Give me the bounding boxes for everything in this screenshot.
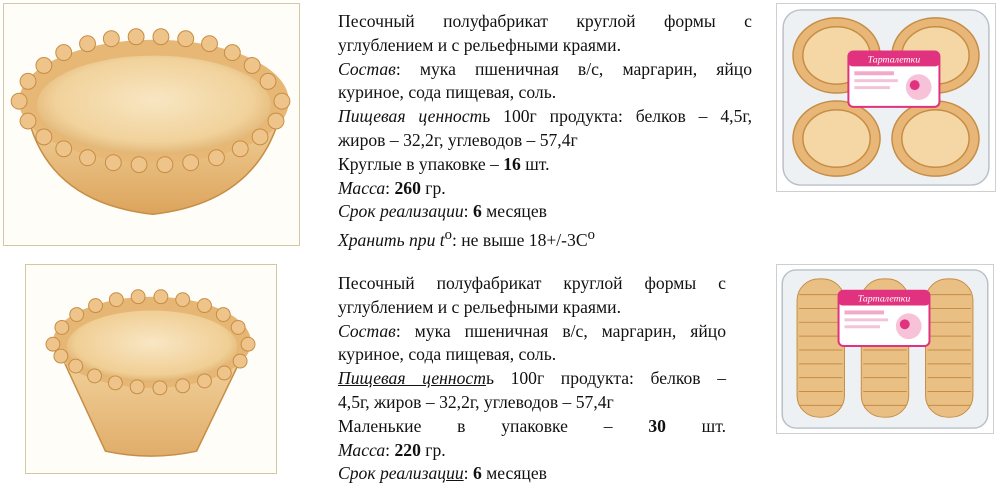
shelf-life-unit: месяцев [481,201,547,222]
nutrition-line: жиров – 32,2г, углеводов – 57,4г [338,129,578,150]
package-label-title: Тарталетки [857,293,911,305]
storage-value: : не выше 18+/-3С [451,230,588,251]
nutrition-label-suffix: ь [482,106,491,127]
description-line: Песочный полуфабрикат круглой формы с [338,273,726,293]
mass-sep: : [385,177,395,198]
pack-count-line [338,415,726,439]
nutrition-line [338,105,752,129]
product-description-round [338,10,752,253]
mass-line [338,177,752,201]
pack-count-value: 30 [648,415,666,436]
package-round-photo [776,3,996,192]
pack-count-unit: шт. [520,153,550,174]
mass-label: Масса [338,177,386,198]
tartlet-round-illustration [4,4,299,245]
shelf-life-label: Срок реализац [338,463,447,484]
shelf-life-label: Срок реализац [338,201,447,222]
shelf-life-unit: месяцев [481,463,547,484]
mass-unit: гр. [420,177,446,198]
nutrition-value: 100г продукта: белков – 4,5г, [490,106,752,127]
description-line: Песочный полуфабрикат круглой формы с [338,11,752,31]
nutrition-label: Пищевая ценност [338,368,486,389]
mass-line [338,439,726,463]
tartlet-small-illustration [26,265,276,473]
composition-value: : мука пшеничная в/с, маргарин, яйцо [395,58,752,79]
package-small-photo [776,264,994,434]
pack-count-value: 16 [503,153,521,174]
mass-value: 260 [394,177,421,198]
nutrition-line: 4,5г, жиров – 32,2г, углеводов – 57,4г [338,391,614,412]
composition-label: Состав [338,58,396,79]
shelf-life-sep: : [463,463,473,484]
nutrition-label-suffix: ь [485,368,494,389]
description-line: углублением и с рельефными краями. [338,34,621,55]
pack-count-line [338,153,752,177]
composition-line: куриное, сода пищевая, соль. [338,82,557,103]
tartlet-small-photo [25,264,277,474]
composition-line [338,320,726,344]
description-line: углублением и с рельефными краями. [338,296,621,317]
tartlet-round-photo [3,3,300,246]
composition-value: : мука пшеничная в/с, маргарин, яйцо [395,320,726,341]
shelf-life-value: 6 [472,463,482,484]
nutrition-line [338,367,726,391]
composition-line [338,58,752,82]
product-description-small [338,272,726,486]
package-label-title: Тарталетки [867,54,921,66]
shelf-life-sep: : [463,201,473,222]
nutrition-label: Пищевая ценност [338,106,483,127]
storage-label: Хранить при t [338,230,445,251]
mass-value: 220 [394,439,421,460]
storage-degree-unit: о [587,227,595,244]
storage-degree: о [444,227,452,244]
pack-count-label: Маленькие в упаковке – [338,415,649,436]
package-label [848,51,939,106]
mass-sep: : [385,439,395,460]
storage-line [338,224,752,253]
nutrition-value: 100г продукта: белков – [493,368,726,389]
shelf-life-label-suffix: ии [446,463,464,484]
package-round-illustration [777,4,995,191]
composition-label: Состав [338,320,396,341]
package-small-illustration [777,265,993,433]
shelf-life-line [338,462,726,486]
composition-line: куриное, сода пищевая, соль. [338,344,557,365]
pack-count-unit: шт. [665,415,726,436]
shelf-life-label-suffix: ии [446,201,464,222]
pack-count-label: Круглые в упаковке – [338,153,504,174]
package-label [839,291,930,346]
mass-unit: гр. [420,439,446,460]
shelf-life-line [338,200,752,224]
shelf-life-value: 6 [472,201,482,222]
mass-label: Масса [338,439,386,460]
